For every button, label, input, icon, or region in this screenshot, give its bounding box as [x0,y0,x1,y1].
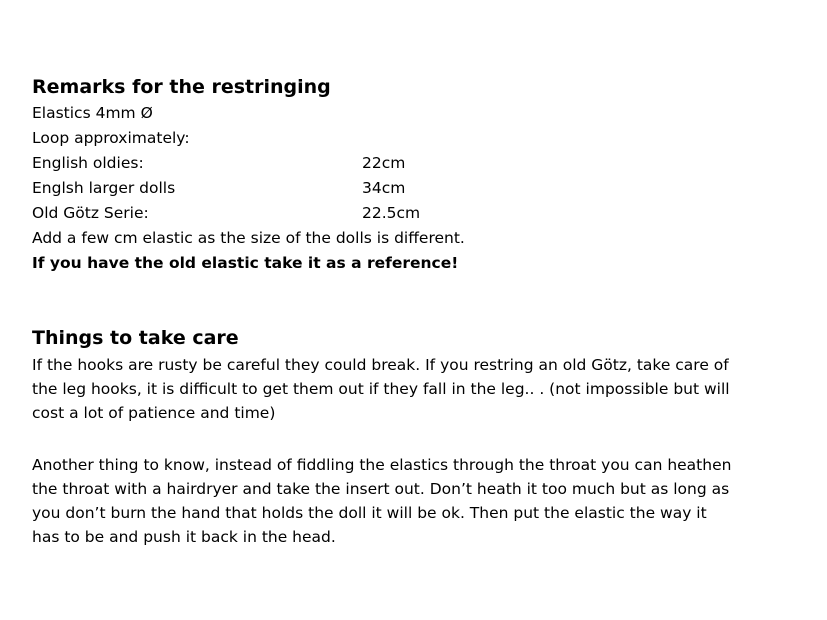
loop-row [32,201,552,225]
loop-row-value: 34cm [362,179,406,197]
loop-label: Loop approximately: [32,129,190,147]
loop-row-label: Old Götz Serie: [32,204,149,222]
loop-row-label: English oldies: [32,154,144,172]
loop-row [32,176,552,200]
size-note: Add a few cm elastic as the size of the dolls is different. [32,229,465,247]
loop-row-value: 22cm [362,154,406,172]
section-heading-restringing: Remarks for the restringing [32,76,331,98]
care-paragraph-line: the leg hooks, it is difficult to get them out if they fall in the leg.. . (not impossible but will [32,380,730,398]
tip-paragraph-line: has to be and push it back in the head. [32,528,336,546]
elastics-spec: Elastics 4mm Ø [32,104,153,122]
section-heading-care: Things to take care [32,327,239,349]
tip-paragraph-line: Another thing to know, instead of fiddling the elastics through the throat you can heathen [32,456,732,474]
loop-row-label: Englsh larger dolls [32,179,176,197]
loop-row [32,151,552,175]
care-paragraph-line: cost a lot of patience and time) [32,404,276,422]
reference-note: If you have the old elastic take it as a reference! [32,254,459,272]
tip-paragraph-line: the throat with a hairdryer and take the insert out. Don’t heath it too much but as long as [32,480,730,498]
care-paragraph-line: If the hooks are rusty be careful they could break. If you restring an old Götz, take care of [32,356,729,374]
loop-row-value: 22.5cm [362,204,421,222]
tip-paragraph-line: you don’t burn the hand that holds the doll it will be ok. Then put the elastic the way it [32,504,707,522]
